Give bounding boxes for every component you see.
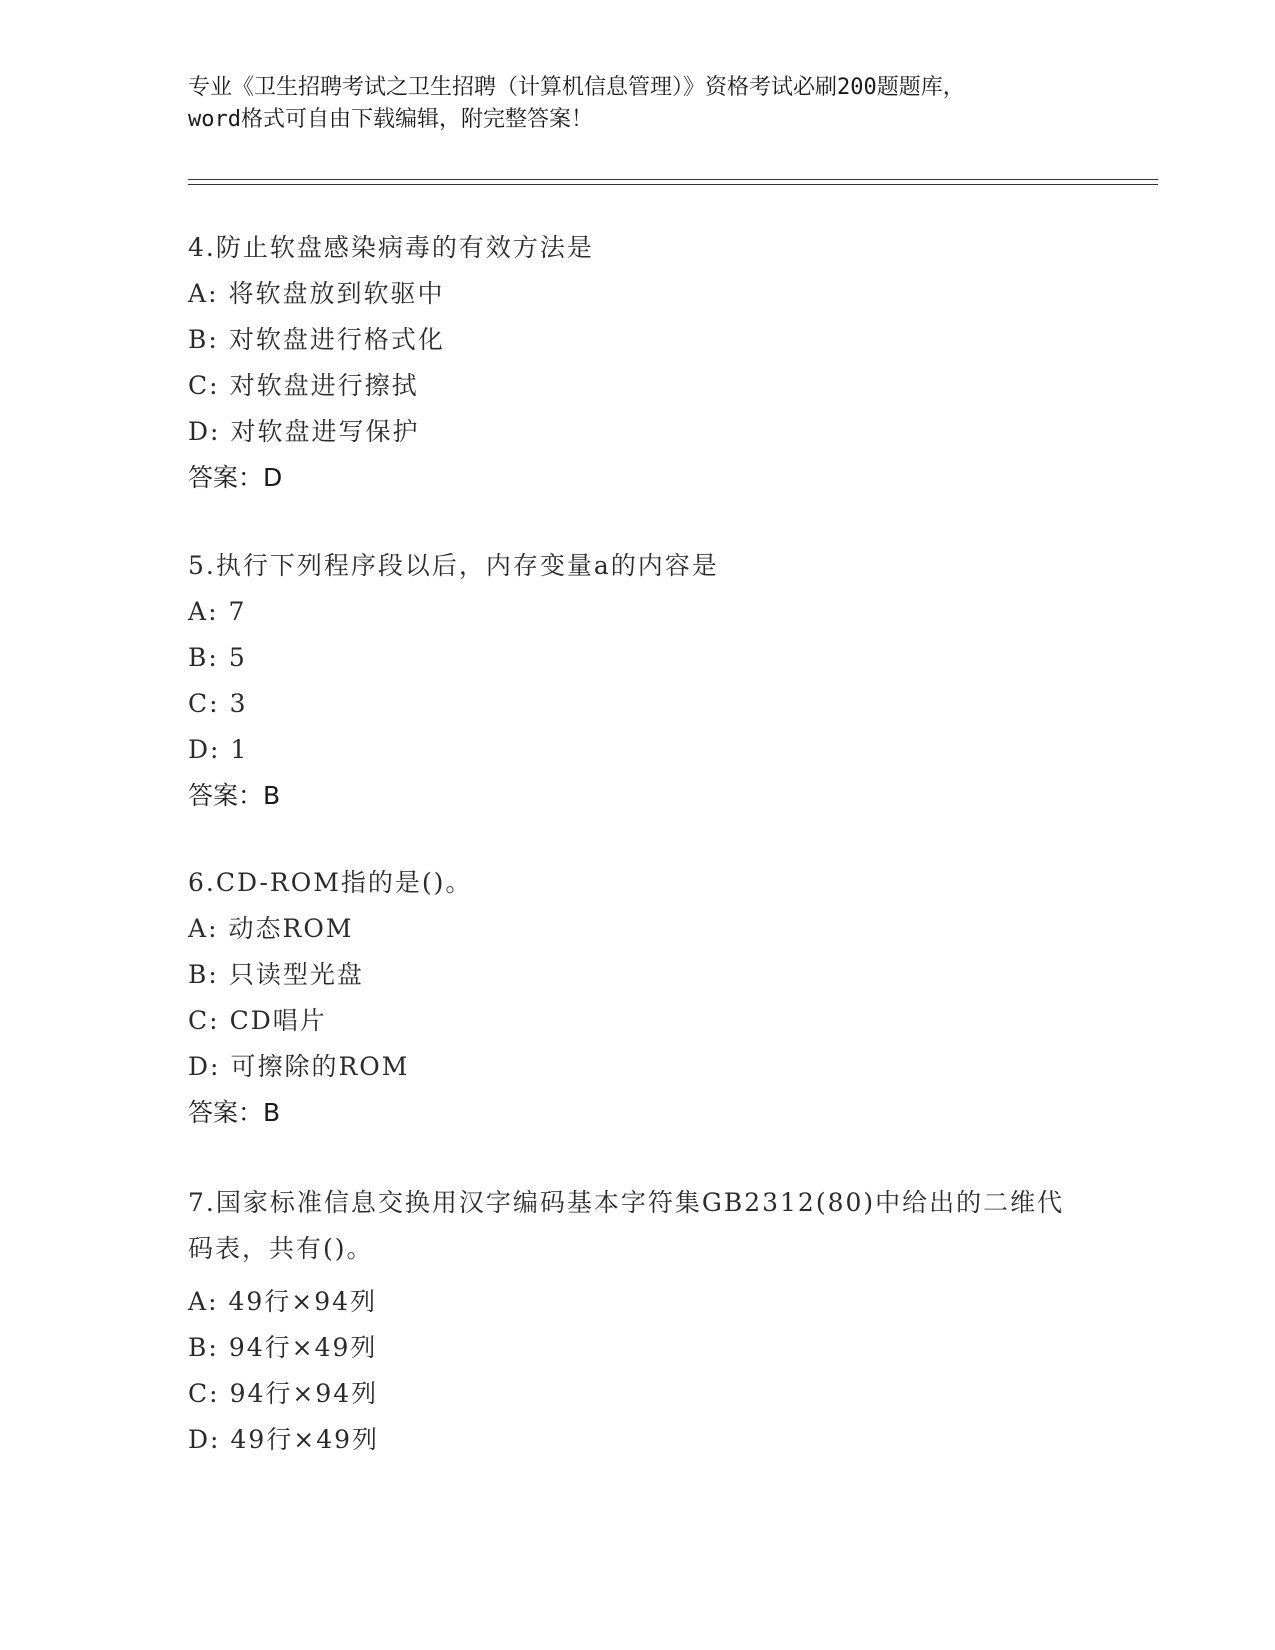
answer: 答案：D [188,463,283,492]
option-text: 94行×49列 [228,1333,378,1362]
header-line-1: 专业《卫生招聘考试之卫生招聘（计算机信息管理）》资格考试必刷200题题库， [188,75,965,100]
option-separator: : [208,643,219,672]
option-key: B [188,643,209,672]
option-key: A [188,597,209,626]
option-c [188,1005,1088,1037]
option-key: B [188,1333,209,1362]
answer: 答案：B [188,781,281,810]
option-b [188,1332,1088,1364]
option-text: 可擦除的ROM [230,1052,410,1081]
option-text: 对软盘进行擦拭 [229,371,419,400]
option-separator: : [209,371,220,400]
header-rule-top [188,179,1158,180]
option-separator: : [208,1333,219,1362]
option-a [188,278,1088,310]
option-key: B [188,325,209,354]
option-text: 49行×49列 [230,1425,380,1454]
option-separator: : [209,1379,220,1408]
option-a [188,913,1088,945]
option-key: C [188,1006,210,1035]
question-title: 4.防止软盘感染病毒的有效方法是 [188,233,594,262]
option-text: 只读型光盘 [228,960,364,989]
option-b [188,959,1088,991]
option-text: 动态ROM [228,914,354,943]
question-7 [188,1180,1088,1456]
option-d [188,734,1088,766]
option-key: B [188,960,209,989]
option-a [188,1286,1088,1318]
option-text: 将软盘放到软驱中 [228,279,445,308]
option-text: 7 [228,597,247,626]
option-separator: : [208,279,219,308]
option-key: C [188,371,210,400]
option-separator: : [209,689,220,718]
option-text: 49行×94列 [228,1287,378,1316]
option-text: 1 [230,735,249,764]
option-d [188,1424,1088,1456]
option-key: D [188,735,211,764]
option-c [188,370,1088,402]
option-c [188,1378,1088,1410]
option-a [188,596,1088,628]
option-key: D [188,1425,211,1454]
option-key: A [188,1287,209,1316]
question-4 [188,232,1088,494]
option-separator: : [210,1425,221,1454]
option-text: 对软盘进写保护 [230,417,420,446]
option-text: 对软盘进行格式化 [228,325,445,354]
option-separator: : [208,960,219,989]
option-key: D [188,1052,211,1081]
option-key: A [188,279,209,308]
option-d [188,416,1088,448]
header-rule-bottom [188,184,1158,185]
option-text: 5 [228,643,247,672]
option-d [188,1051,1088,1083]
question-title: 5.执行下列程序段以后，内存变量a的内容是 [188,551,719,580]
option-b [188,642,1088,674]
option-text: 3 [229,689,248,718]
option-b [188,324,1088,356]
option-key: A [188,914,209,943]
option-key: C [188,689,210,718]
option-separator: : [209,1006,220,1035]
option-separator: : [210,735,221,764]
header-line-2: word格式可自由下载编辑，附完整答案！ [188,107,593,132]
option-key: C [188,1379,210,1408]
option-separator: : [208,325,219,354]
option-text: 94行×94列 [229,1379,379,1408]
question-6 [188,867,1088,1129]
option-separator: : [210,417,221,446]
option-separator: : [208,914,219,943]
document-header [188,72,1088,136]
answer: 答案：B [188,1098,281,1127]
option-separator: : [210,1052,221,1081]
option-text: CD唱片 [229,1006,327,1035]
option-separator: : [208,1287,219,1316]
question-5 [188,550,1088,812]
question-title: 7.国家标准信息交换用汉字编码基本字符集GB2312(80)中给出的二维代码表，共有()。 [188,1188,1065,1263]
question-title: 6.CD-ROM指的是()。 [188,868,473,897]
option-c [188,688,1088,720]
option-key: D [188,417,211,446]
option-separator: : [208,597,219,626]
